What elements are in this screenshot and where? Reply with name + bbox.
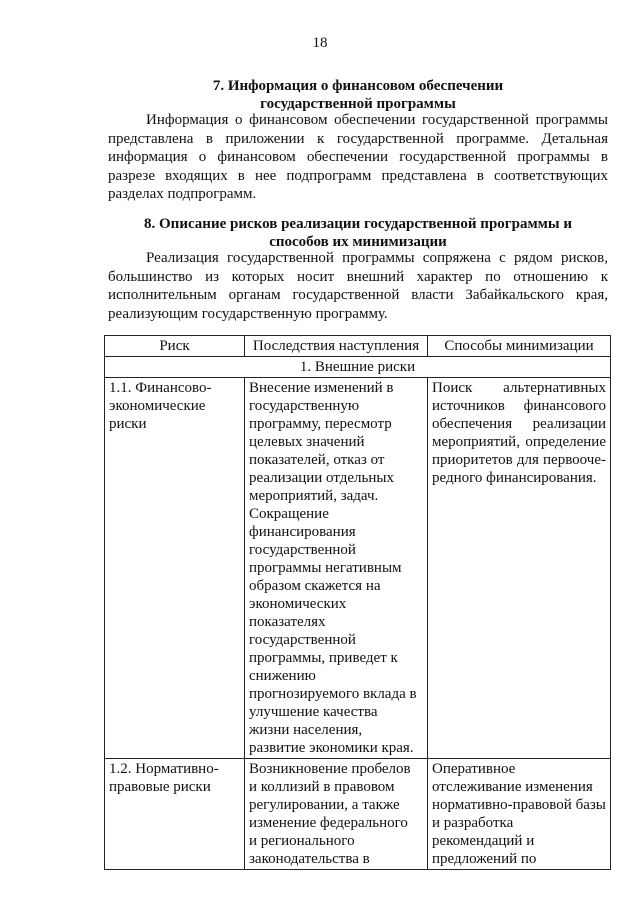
table-header-row bbox=[105, 336, 611, 357]
risk-line: 1.2. Нормативно- bbox=[109, 761, 219, 777]
risk-cell-legal bbox=[105, 759, 245, 870]
consequence-line: Возникновение пробелов bbox=[249, 761, 411, 777]
risk-line: риски bbox=[109, 416, 147, 432]
risk-line: экономические bbox=[109, 398, 206, 414]
consequence-line: экономических bbox=[249, 596, 347, 612]
consequence-line: и регионального bbox=[249, 833, 355, 849]
consequence-line: показателей, отказ от bbox=[249, 452, 385, 468]
consequence-line: и коллизий в правовом bbox=[249, 779, 395, 795]
risk-line: правовые риски bbox=[109, 779, 211, 795]
consequence-line: государственную bbox=[249, 398, 360, 414]
section-7-paragraph: Информация о финансовом обеспечении государственной программы представлена в приложении к государственной программе. Детальная информация о финансовом обеспечении государственной программы в разрезе входящих в нее подпрограмм представлена в соответствующих разделах подпрограмм. bbox=[108, 112, 608, 202]
group-label-external-risks: 1. Внешние риски bbox=[105, 357, 611, 378]
section-8-heading bbox=[108, 215, 608, 251]
mitigation-line: рекомендаций и bbox=[432, 833, 535, 849]
consequence-line: образом скажется на bbox=[249, 578, 381, 594]
consequence-line: жизни населения, bbox=[249, 722, 363, 738]
risk-table bbox=[104, 335, 611, 870]
section-8-heading-line-1: 8. Описание рисков реализации государственной программы и bbox=[144, 216, 572, 232]
mitigation-line: отслеживание изменения bbox=[432, 779, 593, 795]
consequence-line: развитие экономики края. bbox=[249, 740, 414, 756]
consequences-cell-legal bbox=[245, 759, 428, 870]
section-7-heading-line-1: 7. Информация о финансовом обеспечении bbox=[212, 78, 504, 94]
consequence-line: государственной bbox=[249, 542, 356, 558]
consequences-cell-financial bbox=[245, 378, 428, 759]
consequence-line: законодательства в bbox=[249, 851, 370, 867]
consequence-line: программы негативным bbox=[249, 560, 402, 576]
mitigation-line: Оперативное bbox=[432, 761, 516, 777]
mitigation-line: нормативно-правовой базы bbox=[432, 797, 606, 813]
header-consequences: Последствия наступления bbox=[245, 336, 428, 357]
page-number: 18 bbox=[312, 35, 328, 51]
consequence-line: мероприятий, задач. bbox=[249, 488, 379, 504]
consequence-line: регулировании, а также bbox=[249, 797, 400, 813]
mitigation-line: и разработка bbox=[432, 815, 514, 831]
consequence-line: целевых значений bbox=[249, 434, 365, 450]
group-row-external-risks bbox=[105, 357, 611, 378]
consequence-line: программу, пересмотр bbox=[249, 416, 392, 432]
section-8-heading-line-2: способов их минимизации bbox=[269, 234, 447, 250]
risk-line: 1.1. Финансово- bbox=[109, 380, 212, 396]
consequence-line: Внесение изменений в bbox=[249, 380, 394, 396]
consequence-line: реализации отдельных bbox=[249, 470, 394, 486]
table-row bbox=[105, 759, 611, 870]
consequence-line: показателях bbox=[249, 614, 326, 630]
header-risk: Риск bbox=[105, 336, 245, 357]
consequence-line: прогнозируемого вклада в bbox=[249, 686, 417, 702]
consequence-line: изменение федерального bbox=[249, 815, 408, 831]
section-7-heading bbox=[108, 77, 608, 113]
mitigation-cell-legal bbox=[428, 759, 611, 870]
risk-cell-financial bbox=[105, 378, 245, 759]
header-mitigation: Способы минимизации bbox=[428, 336, 611, 357]
consequence-line: финансирования bbox=[249, 524, 356, 540]
section-7-heading-line-2: государственной программы bbox=[260, 96, 456, 112]
consequence-line: Сокращение bbox=[249, 506, 329, 522]
section-8-paragraph: Реализация государственной программы сопряжена с рядом рисков, большинство из которых носит внешний характер по отношению к исполнительным органам государственной власти Забайкальского края, реализующим государственную программу. bbox=[108, 250, 608, 322]
consequence-line: программы, приведет к bbox=[249, 650, 398, 666]
mitigation-line: предложений по bbox=[432, 851, 537, 867]
consequence-line: государственной bbox=[249, 632, 356, 648]
mitigation-cell-financial: Поиск альтернативных источников финансового обеспечения реализации мероприятий, определение приоритетов для первооче-редного финансирования. bbox=[428, 378, 611, 759]
consequence-line: улучшение качества bbox=[249, 704, 378, 720]
table-row bbox=[105, 378, 611, 759]
consequence-line: снижению bbox=[249, 668, 316, 684]
